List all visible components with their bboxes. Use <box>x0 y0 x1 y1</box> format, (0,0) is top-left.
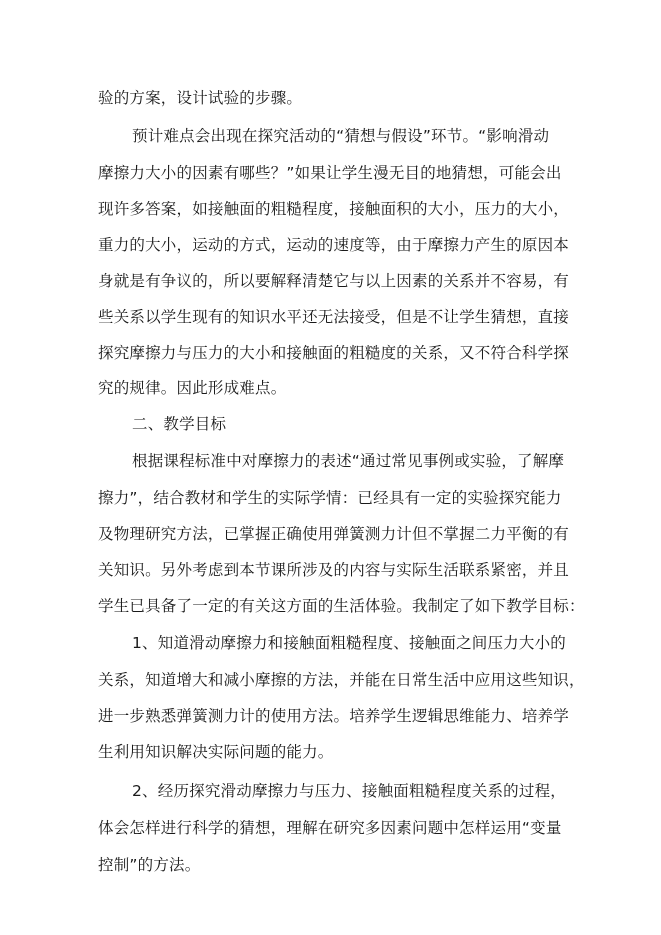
text-line: 2、经历探究滑动摩擦力与压力、接触面粗糙程度关系的过程， <box>132 782 566 800</box>
text-line: 控制”的方法。 <box>98 856 201 874</box>
text-line: 体会怎样进行科学的猜想，理解在研究多因素问题中怎样运用“变量 <box>98 819 562 837</box>
text-line: 学生已具备了一定的有关这方面的生活体验。我制定了如下教学目标： <box>98 597 585 615</box>
text-line: 探究摩擦力与压力的大小和接触面的粗糙度的关系，又不符合科学探 <box>98 344 570 362</box>
text-line: 及物理研究方法，已掌握正确使用弹簧测力计但不掌握二力平衡的有 <box>98 525 570 543</box>
text-line: 生利用知识解决实际问题的能力。 <box>98 743 334 761</box>
section-heading: 二、教学目标 <box>132 415 227 433</box>
text-line: 预计难点会出现在探究活动的“猜想与假设”环节。“影响滑动 <box>132 127 550 145</box>
text-line: 摩擦力大小的因素有哪些？”如果让学生漫无目的地猜想，可能会出 <box>98 164 562 182</box>
text-line: 1、知道滑动摩擦力和接触面粗糙程度、接触面之间压力大小的 <box>132 634 566 652</box>
text-line: 究的规律。因此形成难点。 <box>98 379 287 397</box>
text-line: 擦力”，结合教材和学生的实际学情：已经具有一定的实验探究能力 <box>98 489 562 507</box>
text-line: 重力的大小，运动的方式，运动的速度等，由于摩擦力产生的原因本 <box>98 236 570 254</box>
text-line: 进一步熟悉弹簧测力计的使用方法。培养学生逻辑思维能力、培养学 <box>98 707 570 725</box>
text-line: 验的方案，设计试验的步骤。 <box>98 89 303 107</box>
text-line: 现许多答案，如接触面的粗糙程度，接触面积的大小，压力的大小， <box>98 200 570 218</box>
text-line: 关系，知道增大和减小摩擦的方法，并能在日常生活中应用这些知识， <box>98 671 585 689</box>
text-line: 身就是有争议的，所以要解释清楚它与以上因素的关系并不容易，有 <box>98 272 570 290</box>
text-line: 根据课程标准中对摩擦力的表述“通过常见事例或实验，了解摩 <box>132 452 565 470</box>
text-line: 关知识。另外考虑到本节课所涉及的内容与实际生活联系紧密，并且 <box>98 561 570 579</box>
text-line: 些关系以学生现有的知识水平还无法接受，但是不让学生猜想，直接 <box>98 308 570 326</box>
